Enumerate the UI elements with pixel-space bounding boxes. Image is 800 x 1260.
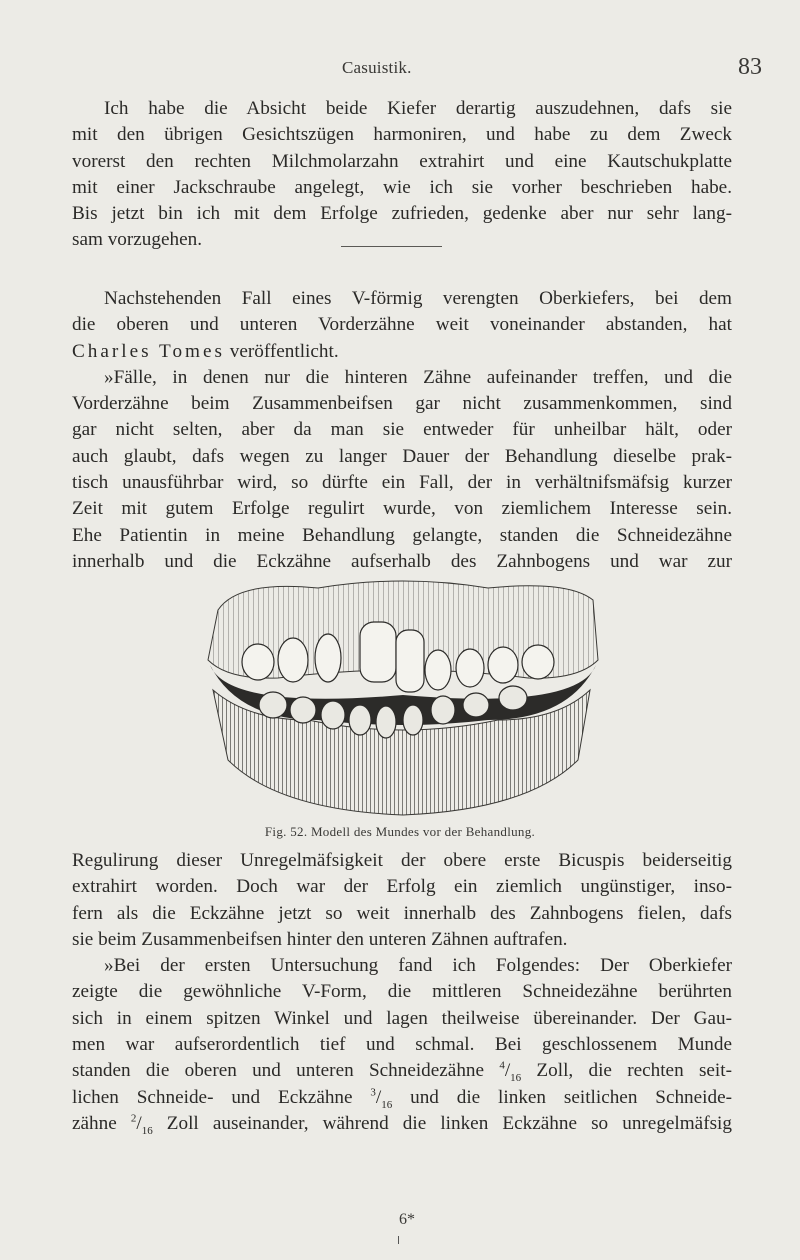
text-line: mit einer Jackschraube angelegt, wie ich sie vorher beschrieben habe. [72, 176, 732, 198]
running-title: Casuistik. [342, 58, 412, 77]
text-line: Vorderzähne beim Zusammenbeifsen gar nicht zusammenkommen, sind [72, 393, 732, 415]
margin-tick [398, 1236, 399, 1244]
text-line: sam vorzugehen. [72, 229, 203, 251]
fraction-numerator: 4 [499, 1059, 505, 1072]
figure-caption: Fig. 52. Modell des Mundes vor der Behandlung. [264, 824, 536, 839]
fraction-denominator: 16 [510, 1072, 522, 1085]
text-line: vorerst den rechten Milchmolarzahn extrahirt und eine Kautschukplatte [72, 150, 732, 172]
text-line: Nachstehenden Fall eines V-förmig verengten Oberkiefers, bei dem [104, 288, 732, 309]
text-line: fern als die Eckzähne jetzt so weit innerhalb des Zahnbogens fielen, dafs [72, 902, 732, 924]
text-line: sie beim Zusammenbeifsen hinter den unteren Zähnen auftrafen. [72, 928, 568, 950]
text-line: Ich habe die Absicht beide Kiefer derartig auszudehnen, dafs sie [104, 98, 732, 119]
text-line: zähne $^2/_{16}$ Zoll auseinander, während die linken Eckzähne so unregelmäfsig [72, 1112, 732, 1137]
text-line: gar nicht selten, aber da man sie entweder für unheilbar hält, oder [72, 419, 732, 441]
signature-mark: 6* [399, 1211, 415, 1228]
text-line: tisch unausführbar wird, so dürfte ein Fall, der in verhältnifsmäfsig kurzer [72, 472, 732, 494]
page-number: 83 [738, 54, 762, 80]
paragraph-tomes-case [72, 286, 732, 575]
text-line: sich in einem spitzen Winkel und lagen theilweise übereinander. Der Gau- [72, 1007, 732, 1029]
section-divider [341, 246, 442, 247]
fraction-numerator: 2 [130, 1112, 137, 1125]
fraction-denominator: 16 [141, 1124, 153, 1137]
text-line: mit den übrigen Gesichtszügen harmoniren, und habe zu dem Zweck [72, 124, 732, 146]
text-line: Regulirung dieser Unregelmäfsigkeit der obere erste Bicuspis beiderseitig [72, 850, 732, 871]
fraction-numerator: 3 [370, 1086, 376, 1099]
page-header [0, 54, 800, 88]
text-line: die oberen und unteren Vorderzähne weit voneinander abstanden, hat [72, 314, 732, 336]
paragraph-jackscrew [72, 96, 732, 254]
text-line: Bis jetzt bin ich mit dem Erfolge zufrieden, gedenke aber nur sehr lang- [72, 203, 732, 225]
paragraph-bicuspid-extraction [72, 848, 732, 1137]
text-line: »Bei der ersten Untersuchung fand ich Folgendes: Der Oberkiefer [104, 955, 732, 977]
text-line: men war aufserordentlich tief und schmal. Bei geschlossenem Munde [72, 1034, 732, 1056]
text-line: extrahirt worden. Doch war der Erfolg ein ziemlich ungünstiger, inso- [72, 876, 732, 898]
fraction-denominator: 16 [381, 1098, 393, 1111]
figure-mouth-model [198, 570, 608, 820]
text-line: innerhalb und die Eckzähne aufserhalb des Zahnbogens und war zur [72, 550, 732, 572]
text-line: lichen Schneide- und Eckzähne $^3/_{16}$ und die linken seitlichen Schneide- [72, 1086, 732, 1111]
text-line: standen die oberen und unteren Schneidezähne $^4/_{16}$ Zoll, die rechten seit- [72, 1059, 732, 1085]
text-line: zeigte die gewöhnliche V-Form, die mittleren Schneidezähne berührten [72, 981, 732, 1003]
author-name: Charles Tomes [72, 340, 225, 362]
text-line: »Fälle, in denen nur die hinteren Zähne aufeinander treffen, und die [104, 366, 732, 388]
text-line: Charles Tomes veröffentlicht. [72, 340, 339, 362]
text-line: Ehe Patientin in meine Behandlung gelangte, standen die Schneidezähne [72, 524, 732, 546]
text-line: Zeit mit gutem Erfolge regulirt wurde, von ziemlichem Interesse sein. [72, 498, 732, 520]
text-line: auch glaubt, dafs wegen zu langer Dauer der Behandlung dieselbe prak- [72, 445, 732, 467]
